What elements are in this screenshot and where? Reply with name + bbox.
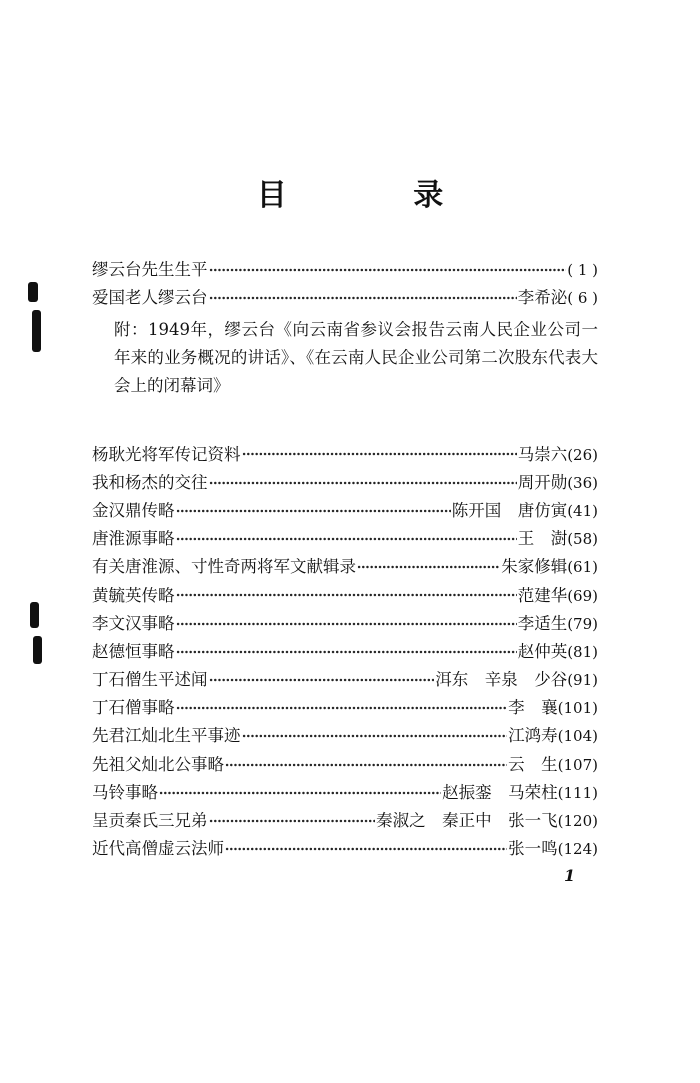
toc-leader-dots	[176, 650, 517, 654]
toc-entry-title: 先君江灿北生平事迹	[92, 726, 241, 746]
toc-leader-dots	[209, 481, 517, 485]
toc-entry-page: (69)	[567, 586, 598, 605]
toc-entry-page: (36)	[567, 473, 598, 492]
toc-entry-title: 黄毓英传略	[92, 585, 175, 605]
toc-leader-dots	[225, 847, 507, 851]
toc-entry-page: (104)	[557, 727, 598, 746]
toc-leader-dots	[209, 296, 517, 300]
toc-entry-author: 秦淑之 秦正中 张一飞	[376, 811, 558, 830]
toc-entry-title: 丁石僧生平述闻	[92, 670, 208, 690]
toc-entry	[92, 469, 598, 497]
toc-entry-title: 缪云台先生生平	[92, 260, 208, 280]
toc-entry-author: 赵仲英	[517, 641, 568, 661]
toc-entry-title: 呈贡秦氏三兄弟	[92, 811, 208, 830]
toc-entry-title: 我和杨杰的交往	[92, 472, 208, 492]
toc-entry	[92, 284, 598, 312]
toc-entry	[92, 750, 598, 778]
toc-entry-author: 朱家修辑	[501, 557, 568, 577]
toc-entry	[92, 525, 598, 553]
toc-leader-dots	[209, 819, 376, 823]
toc-entry	[92, 779, 598, 807]
toc-entry-page: (79)	[567, 614, 598, 633]
toc-entry-title: 唐淮源事略	[92, 529, 175, 549]
toc-leader-dots	[209, 268, 567, 272]
toc-entry-page: (58)	[567, 530, 598, 549]
toc-entry-page: (107)	[557, 755, 598, 774]
toc-entry-page: (26)	[567, 445, 598, 464]
binding-mark	[28, 282, 38, 302]
toc-entry	[92, 256, 598, 284]
table-of-contents	[92, 256, 598, 863]
toc-entry-author: 江鸿寿	[508, 726, 558, 746]
toc-entry-page: (81)	[567, 642, 598, 661]
toc-leader-dots	[176, 537, 517, 541]
binding-mark	[33, 636, 42, 664]
toc-entry-title: 爱国老人缪云台	[92, 288, 208, 308]
toc-entry-title: 杨耿光将军传记资料	[92, 444, 241, 464]
toc-entry	[92, 638, 598, 666]
toc-entry	[92, 807, 598, 835]
toc-entry	[92, 610, 598, 638]
toc-leader-dots	[242, 452, 517, 456]
toc-entry-page: (120)	[557, 812, 598, 830]
toc-entry-page: ( 6 )	[567, 289, 598, 308]
toc-entry-author: 周开勋	[517, 472, 568, 492]
toc-entry	[92, 497, 598, 525]
toc-entry-title: 李文汉事略	[92, 613, 175, 633]
toc-leader-dots	[242, 734, 508, 738]
toc-entry	[92, 553, 598, 581]
toc-leader-dots	[209, 678, 435, 682]
toc-entry-page: ( 1 )	[567, 261, 598, 280]
toc-entry-title: 丁石僧事略	[92, 698, 175, 718]
toc-gap	[92, 400, 598, 440]
toc-leader-dots	[176, 706, 508, 710]
toc-main-list	[92, 440, 598, 863]
toc-entry-page: (41)	[567, 501, 598, 520]
toc-entry-author: 李希泌	[517, 288, 568, 308]
toc-entry-page: (124)	[557, 840, 598, 859]
toc-entry-author: 马崇六	[517, 444, 568, 464]
toc-top-list	[92, 256, 598, 312]
binding-mark	[30, 602, 39, 628]
toc-appendix-note: 附：1949年，缪云台《向云南省参议会报告云南人民企业公司一年来的业务概况的讲话》、《在云南人民企业公司第二次股东代表大会上的闭幕词》	[114, 320, 598, 396]
toc-entry-page: (91)	[567, 671, 598, 690]
toc-entry	[92, 694, 598, 722]
toc-entry-title: 赵德恒事略	[92, 641, 175, 661]
toc-entry-author: 云 生	[508, 754, 558, 774]
toc-entry-page: (101)	[557, 699, 598, 718]
toc-entry-author: 赵振銮 马荣柱	[442, 782, 558, 802]
toc-leader-dots	[159, 791, 441, 795]
toc-entry-author: 王 澍	[517, 529, 568, 549]
toc-entry-author: 李适生	[517, 613, 568, 633]
toc-entry	[92, 722, 598, 750]
toc-entry-author: 李 襄	[508, 698, 558, 718]
toc-leader-dots	[176, 509, 451, 513]
toc-entry-title: 先祖父灿北公事略	[92, 754, 224, 774]
toc-entry-author: 范建华	[517, 585, 568, 605]
toc-entry-title: 金汉鼎传略	[92, 500, 175, 520]
toc-entry-author: 洱东 辛泉 少谷	[435, 670, 568, 690]
toc-leader-dots	[176, 593, 517, 597]
toc-leader-dots	[176, 622, 517, 626]
toc-entry-author: 陈开国 唐仿寅	[451, 500, 568, 520]
toc-entry	[92, 440, 598, 468]
page-title: 目 录	[256, 178, 502, 213]
toc-leader-dots	[357, 565, 500, 569]
toc-entry-title: 马铃事略	[92, 782, 158, 802]
toc-entry-author: 张一鸣	[508, 839, 558, 859]
toc-entry-page: (61)	[567, 558, 598, 577]
toc-entry-title: 近代高僧虚云法师	[92, 839, 224, 859]
toc-entry	[92, 581, 598, 609]
toc-entry-title: 有关唐淮源、寸性奇两将军文献辑录	[92, 557, 356, 577]
toc-leader-dots	[225, 763, 507, 767]
page-number: 1	[564, 866, 576, 885]
toc-entry	[92, 835, 598, 863]
binding-mark	[32, 310, 41, 352]
toc-entry	[92, 666, 598, 694]
toc-entry-page: (111)	[557, 783, 598, 802]
